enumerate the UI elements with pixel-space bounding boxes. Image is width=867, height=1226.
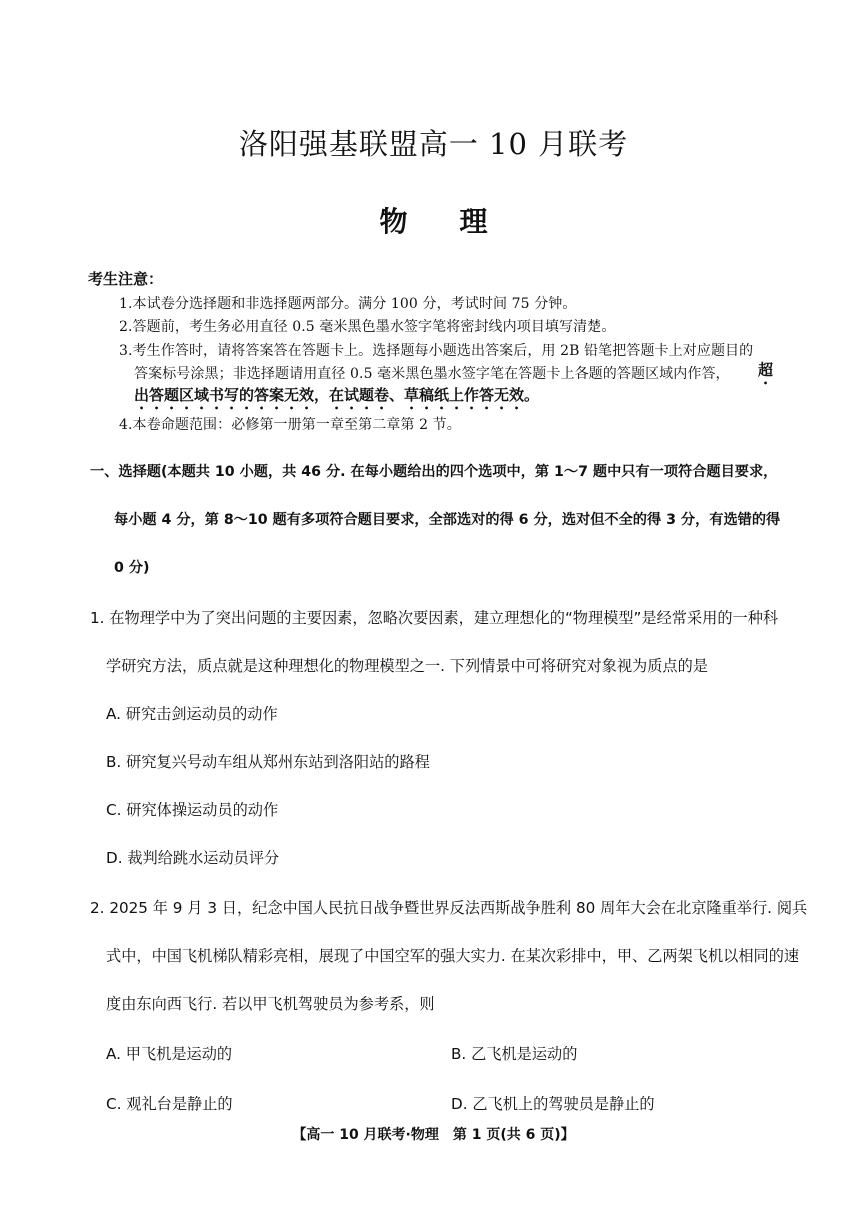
notice-item-3-emphasis-b: 出答题区域书写的答案无效，在试题卷、草稿纸上作答无效。 xyxy=(134,386,540,404)
notice-heading: 考生注意： xyxy=(88,270,164,288)
q2-option-c: C. 观礼台是静止的 xyxy=(106,1095,233,1113)
q2-stem-line-1: 2. 2025 年 9 月 3 日，纪念中国人民抗日战争暨世界反法西斯战争胜利 80 周年大会在北京隆重举行. 阅兵 xyxy=(90,899,808,917)
q2-stem-line-2: 式中，中国飞机梯队精彩亮相，展现了中国空军的强大实力. 在某次彩排中，甲、乙两架飞机以相同的速 xyxy=(106,947,800,965)
q1-option-b: B. 研究复兴号动车组从郑州东站到洛阳站的路程 xyxy=(106,753,430,771)
q1-option-c: C. 研究体操运动员的动作 xyxy=(106,801,279,819)
section-heading-line-1: 一、选择题(本题共 10 小题，共 46 分. 在每小题给出的四个选项中，第 1～7 题中只有一项符合题目要求， xyxy=(90,464,778,480)
q1-stem-line-2: 学研究方法，质点就是这种理想化的物理模型之一. 下列情景中可将研究对象视为质点的是 xyxy=(106,657,708,675)
q2-option-b: B. 乙飞机是运动的 xyxy=(451,1045,578,1063)
q1-option-a: A. 研究击剑运动员的动作 xyxy=(106,705,278,723)
notice-item-4: 4.本卷命题范围：必修第一册第一章至第二章第 2 节。 xyxy=(119,417,461,433)
q2-option-d: D. 乙飞机上的驾驶员是静止的 xyxy=(451,1095,655,1113)
notice-item-3-cont: 答案标号涂黑；非选择题请用直径 0.5 毫米黑色墨水签字笔在答题卡上各题的答题区域内作答， xyxy=(134,366,730,382)
page-footer: 【高一 10 月联考·物理 第 1 页(共 6 页)】 xyxy=(292,1127,575,1143)
section-heading-line-3: 0 分) xyxy=(114,560,150,576)
notice-item-3-emphasis-a: 超 xyxy=(758,361,774,379)
exam-title: 洛阳强基联盟高一 10 月联考 xyxy=(238,127,629,161)
section-heading-line-2: 每小题 4 分，第 8～10 题有多项符合题目要求，全部选对的得 6 分，选对但不全的得 3 分，有选错的得 xyxy=(114,512,781,528)
notice-item-2: 2.答题前，考生务必用直径 0.5 毫米黑色墨水签字笔将密封线内项目填写清楚。 xyxy=(119,319,616,335)
notice-item-3: 3.考生作答时，请将答案答在答题卡上。选择题每小题选出答案后，用 2B 铅笔把答题卡上对应题目的 xyxy=(119,343,754,359)
q2-stem-line-3: 度由东向西飞行. 若以甲飞机驾驶员为参考系，则 xyxy=(106,995,435,1013)
notice-item-1: 1.本试卷分选择题和非选择题两部分。满分 100 分，考试时间 75 分钟。 xyxy=(119,296,577,312)
subject-title: 物理 xyxy=(379,205,540,238)
q1-option-d: D. 裁判给跳水运动员评分 xyxy=(106,849,280,867)
q1-stem-line-1: 1. 在物理学中为了突出问题的主要因素，忽略次要因素，建立理想化的“物理模型”是经常采用的一种科 xyxy=(90,609,779,627)
q2-option-a: A. 甲飞机是运动的 xyxy=(106,1045,233,1063)
